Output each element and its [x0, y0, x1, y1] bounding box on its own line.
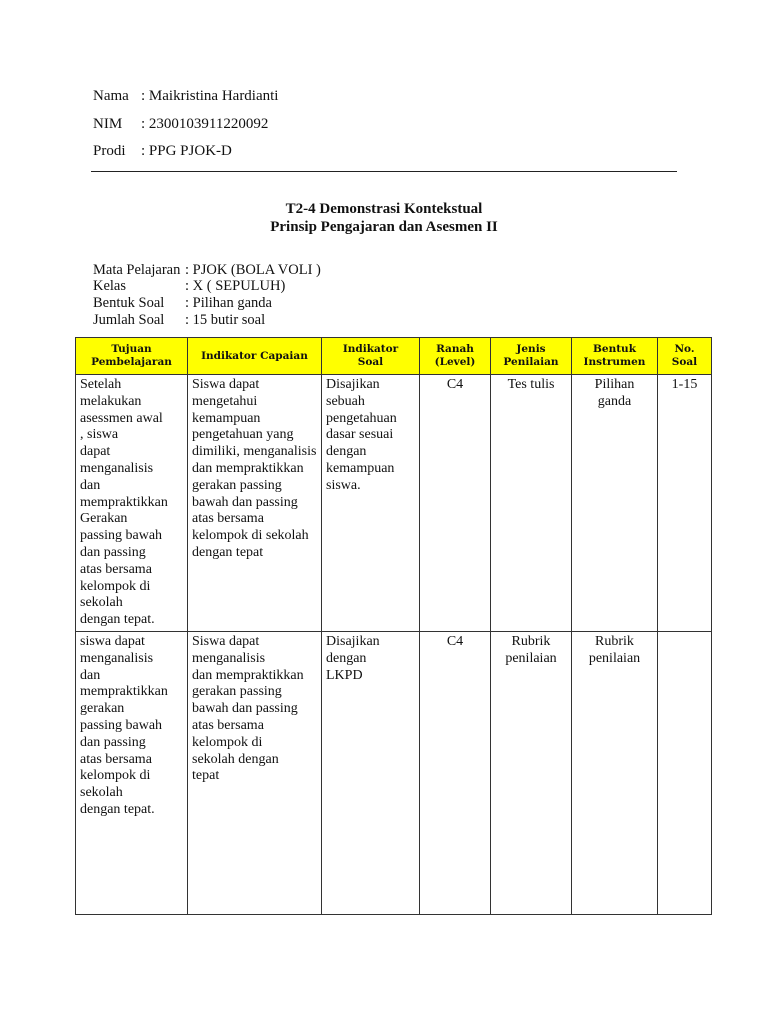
header-bentuk: Bentuk Instrumen: [572, 338, 658, 375]
student-name-value: : Maikristina Hardianti: [141, 88, 279, 104]
header-ranah: Ranah (Level): [420, 338, 491, 375]
header-divider: [91, 171, 677, 172]
meta-subject-label: Mata Pelajaran: [93, 262, 181, 278]
cell-indikator-soal: Disajikan dengan LKPD: [322, 631, 420, 914]
cell-bentuk: Pilihan ganda: [572, 375, 658, 632]
cell-tujuan: siswa dapat menganalisis dan mempraktikkan gerakan passing bawah dan passing atas bersama kelompok di sekolah dengan tepat.: [76, 631, 188, 914]
meta-class-row: [93, 278, 285, 295]
cell-bentuk: Rubrik penilaian: [572, 631, 658, 914]
meta-question-type-value: : Pilihan ganda: [185, 295, 272, 311]
student-nim-row: [93, 116, 268, 133]
student-nim-value: : 2300103911220092: [141, 116, 269, 132]
meta-class-label: Kelas: [93, 278, 127, 294]
student-prodi-label: Prodi: [93, 143, 126, 159]
cell-indikator-capaian: Siswa dapat mengetahui kemampuan pengetahuan yang dimiliki, menganalisis dan mempraktikkan gerakan passing bawah dan passing atas bersama kelompok di sekolah dengan tepat: [188, 375, 322, 632]
cell-ranah: C4: [420, 631, 491, 914]
cell-indikator-soal: Disajikan sebuah pengetahuan dasar sesuai dengan kemampuan siswa.: [322, 375, 420, 632]
meta-question-count-label: Jumlah Soal: [93, 312, 165, 328]
header-tujuan: Tujuan Pembelajaran: [76, 338, 188, 375]
student-name-label: Nama: [93, 88, 129, 104]
document-subtitle: Prinsip Pengajaran dan Asesmen II: [270, 219, 498, 235]
cell-indikator-capaian: Siswa dapat menganalisis dan mempraktikkan gerakan passing bawah dan passing atas bersama kelompok di sekolah dengan tepat: [188, 631, 322, 914]
meta-subject-row: [93, 262, 321, 279]
meta-question-count-value: : 15 butir soal: [185, 312, 266, 328]
meta-question-type-row: [93, 295, 272, 312]
cell-no-soal: 1-15: [658, 375, 712, 632]
header-no-soal: No. Soal: [658, 338, 712, 375]
cell-ranah: C4: [420, 375, 491, 632]
meta-subject-value: : PJOK (BOLA VOLI ): [185, 262, 321, 278]
cell-tujuan: Setelah melakukan asessmen awal , siswa dapat menganalisis dan mempraktikkan Gerakan passing bawah dan passing atas bersama kelompok di sekolah dengan tepat.: [76, 375, 188, 632]
document-title: T2-4 Demonstrasi Kontekstual: [285, 201, 483, 217]
meta-question-type-label: Bentuk Soal: [93, 295, 165, 311]
table-row: [76, 375, 712, 632]
meta-class-value: : X ( SEPULUH): [185, 278, 286, 294]
cell-jenis: Rubrik penilaian: [491, 631, 572, 914]
meta-question-count-row: [93, 312, 265, 329]
cell-jenis: Tes tulis: [491, 375, 572, 632]
student-prodi-value: : PPG PJOK-D: [141, 143, 232, 159]
table-header-row: [76, 338, 712, 375]
header-indikator-capaian: Indikator Capaian: [188, 338, 322, 375]
table-row: [76, 631, 712, 914]
student-prodi-row: [93, 143, 232, 160]
assessment-grid-table: [75, 337, 712, 915]
header-indikator-soal: Indikator Soal: [322, 338, 420, 375]
student-name-row: [93, 88, 278, 105]
cell-no-soal: [658, 631, 712, 914]
student-nim-label: NIM: [93, 116, 123, 132]
header-jenis: Jenis Penilaian: [491, 338, 572, 375]
